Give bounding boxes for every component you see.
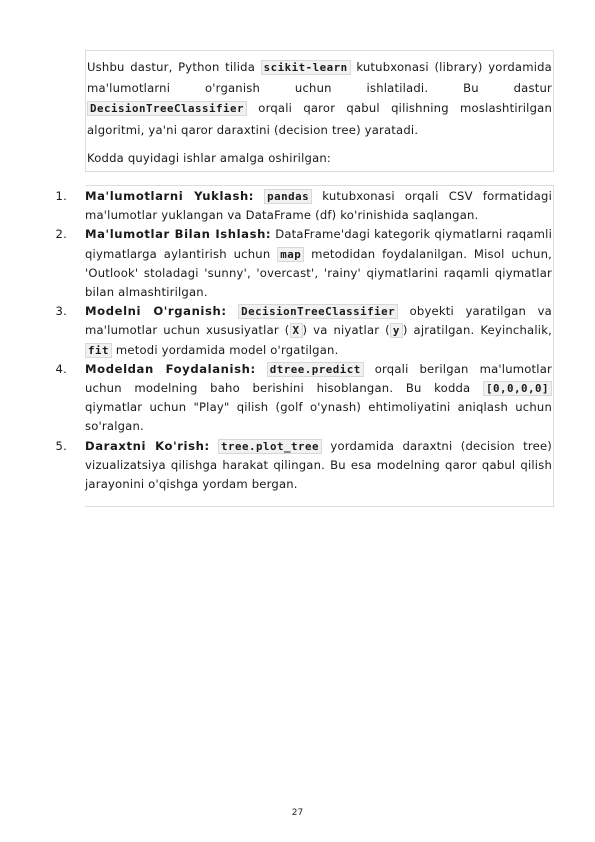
intro-lead-in: Kodda quyidagi ishlar amalga oshirilgan: <box>87 150 332 165</box>
inline-code: map <box>277 247 304 262</box>
text-run: Ushbu dastur, Python tilida <box>87 60 261 74</box>
inline-code: fit <box>85 343 112 358</box>
inline-code: [0,0,0,0] <box>483 381 552 396</box>
list-item-title: Ma'lumotlarni Yuklash: <box>85 189 255 203</box>
list-item-title: Daraxtni Ko'rish: <box>85 438 210 453</box>
text-run <box>210 439 218 453</box>
text-run: orqali qaror qabul qilishning moslashtirilgan algoritmi, ya'ni qaror daraxtini (decision tree) yaratadi. <box>87 101 552 137</box>
text-run: orqali berilgan ma'lumotlar uchun modelning baho berishini hisoblangan. Bu kodda <box>85 361 552 396</box>
page-number: 27 <box>291 808 304 818</box>
text-run: ) va niyatlar ( <box>302 323 390 338</box>
inline-code: DecisionTreeClassifier <box>238 304 398 319</box>
intro-block <box>85 50 554 172</box>
list-item-number: 4. <box>55 361 67 376</box>
list-item-number: 5. <box>55 438 67 453</box>
text-run: obyekti yaratilgan va ma'lumotlar uchun xususiyatlar ( <box>85 304 552 338</box>
inline-code: X <box>290 323 303 338</box>
text-run: metodi yordamida model o'rgatilgan. <box>112 342 339 357</box>
text-run <box>256 362 267 376</box>
list-item-number: 3. <box>55 304 67 319</box>
list-item <box>55 437 553 495</box>
list-item <box>55 360 553 437</box>
list-item-title: Modeldan Foydalanish: <box>85 361 256 376</box>
list-item <box>55 225 553 302</box>
inline-code: y <box>390 323 403 338</box>
steps-list <box>55 187 553 494</box>
text-run: kutubxonasi (library) yordamida ma'lumotlarni o'rganish uchun ishlatiladi. Bu dastur <box>87 60 552 96</box>
inline-code: tree.plot_tree <box>218 439 322 454</box>
inline-code: DecisionTreeClassifier <box>87 101 247 116</box>
text-run <box>227 304 239 318</box>
steps-list-block <box>55 185 554 507</box>
text-run: DataFrame'dagi kategorik qiymatlarni raqamli qiymatlarga aylantirish uchun <box>85 227 552 261</box>
text-run: ) ajratilgan. Keyinchalik, <box>402 323 552 338</box>
text-run: metodidan foydalanilgan. Misol uchun, 'Outlook' stoladagi 'sunny', 'overcast', 'rainy' qiymatlarini raqamli qiymatlar bilan almashtirilgan. <box>85 246 552 300</box>
inline-code: scikit-learn <box>261 60 351 75</box>
text-run <box>254 189 264 203</box>
inline-code: dtree.predict <box>267 362 364 377</box>
list-item <box>55 187 553 225</box>
intro-paragraph <box>87 57 552 140</box>
list-item-title: Ma'lumotlar Bilan Ishlash: <box>85 227 272 242</box>
list-item-title: Modelni O'rganish: <box>85 304 227 319</box>
list-item-number: 2. <box>55 227 67 242</box>
text-run: yordamida daraxtni (decision tree) vizualizatsiya qilishga harakat qilingan. Bu esa modelning qaror qabul qilish jarayonini o'qishga yordam bergan. <box>85 438 553 492</box>
list-item-number: 1. <box>55 189 67 203</box>
list-item <box>55 302 553 360</box>
text-run: qiymatlar uchun "Play" qilish (golf o'ynash) ehtimoliyatini aniqlash uchun so'ralgan. <box>85 400 552 434</box>
inline-code: pandas <box>264 189 312 204</box>
text-run: kutubxonasi orqali CSV formatidagi ma'lumotlar yuklangan va DataFrame (df) ko'rinishida saqlangan. <box>85 189 553 223</box>
